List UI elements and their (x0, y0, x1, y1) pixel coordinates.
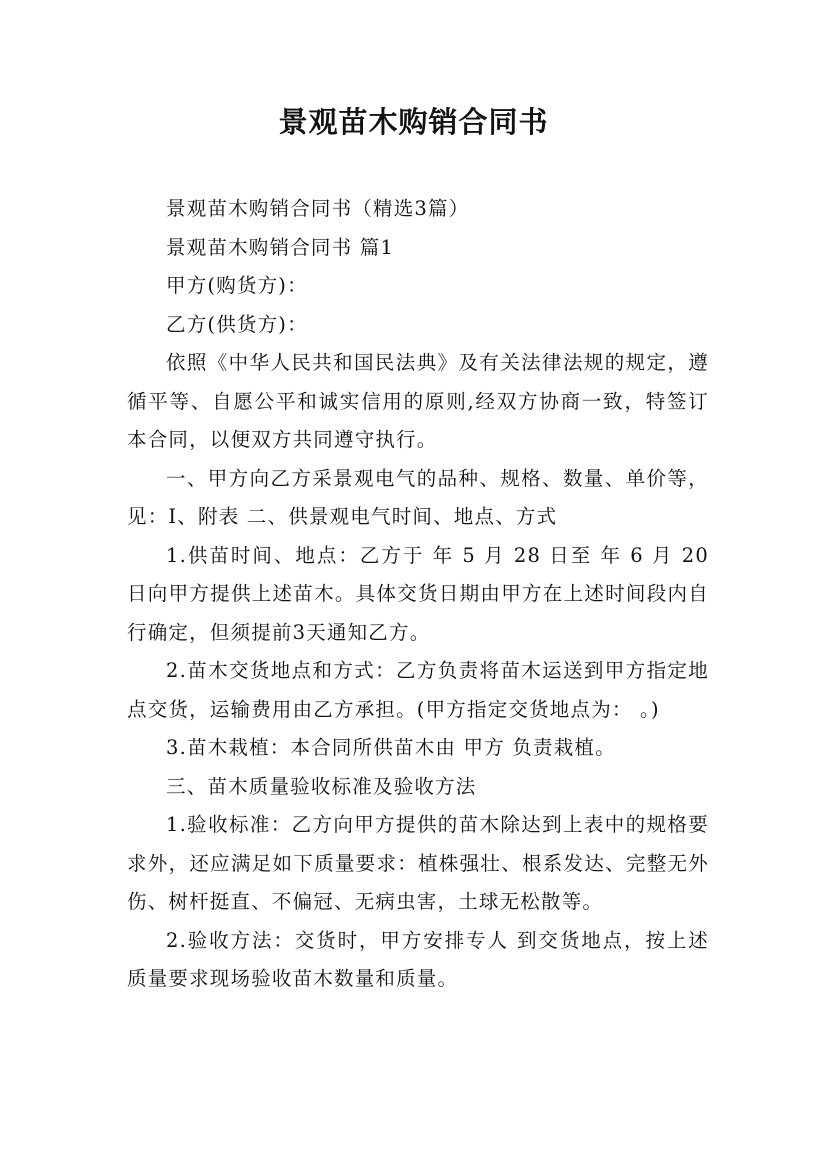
paragraph-section-heading: 景观苗木购销合同书 篇1 (166, 235, 395, 259)
paragraph-clause-1: 一、甲方向乙方采景观电气的品种、规格、数量、单价等，见：Ⅰ、附表 二、供景观电气时间、地点、方式 (127, 466, 709, 528)
paragraph-party-a: 甲方(购货方)： (166, 274, 308, 297)
document-title: 景观苗木购销合同书 (278, 105, 549, 139)
paragraph-subtitle: 景观苗木购销合同书（精选3篇） (166, 197, 470, 220)
paragraph-clause-3: 三、苗木质量验收标准及验收方法 (166, 774, 477, 798)
paragraph-acceptance-method: 2.验收方法：交货时，甲方安排专人 到交货地点，按上述质量要求现场验收苗木数量和质量。 (127, 928, 709, 990)
paragraph-party-b: 乙方(供货方)： (166, 312, 308, 336)
paragraph-delivery: 2.苗木交货地点和方式：乙方负责将苗木运送到甲方指定地点交货，运输费用由乙方承担。(甲方指定交货地点为： 。) (127, 659, 709, 721)
paragraph-supply-time: 1.供苗时间、地点：乙方于 年 5 月 28 日至 年 6 月 20 日向甲方提供上述苗木。具体交货日期由甲方在上述时间段内自行确定，但须提前3天通知乙方。 (127, 543, 709, 644)
paragraph-planting: 3.苗木栽植：本合同所供苗木由 甲方 负责栽植。 (166, 736, 616, 759)
paragraph-acceptance-standard: 1.验收标准：乙方向甲方提供的苗木除达到上表中的规格要求外，还应满足如下质量要求：植株强壮、根系发达、完整无外伤、树杆挺直、不偏冠、无病虫害，土球无松散等。 (127, 813, 709, 913)
paragraph-preamble: 依照《中华人民共和国民法典》及有关法律法规的规定，遵循平等、自愿公平和诚实信用的原则,经双方协商一致，特签订本合同，以便双方共同遵守执行。 (127, 351, 709, 451)
document-body (127, 190, 709, 999)
